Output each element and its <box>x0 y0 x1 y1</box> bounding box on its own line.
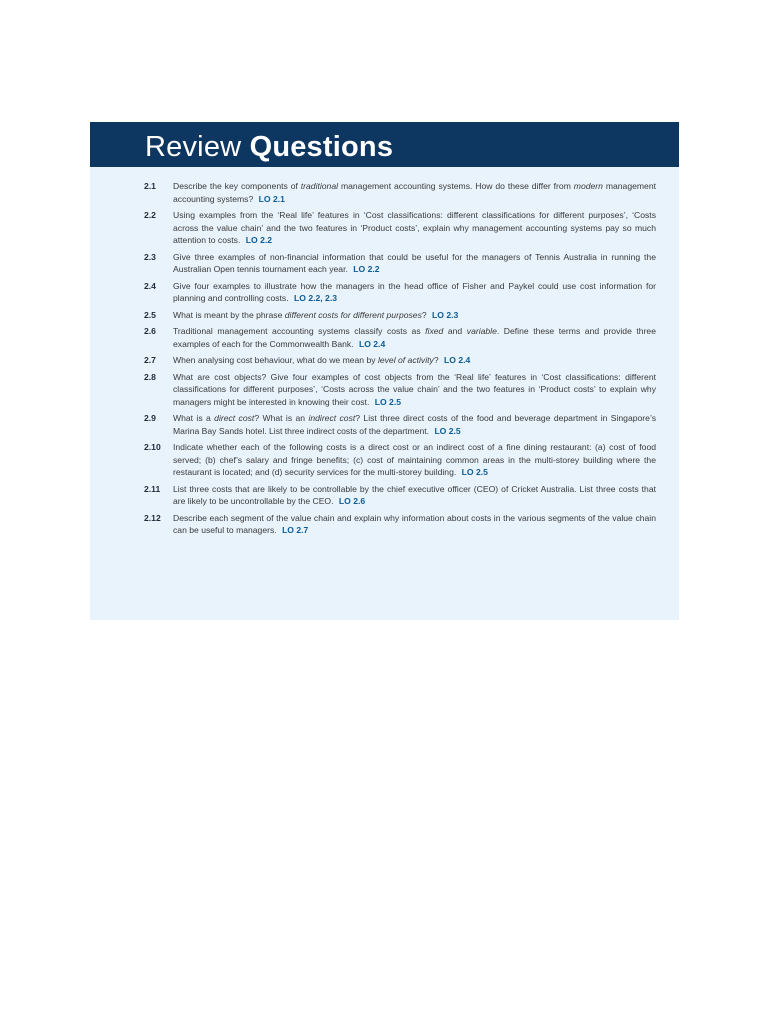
question-item <box>90 354 679 367</box>
question-text <box>173 209 656 247</box>
question-number: 2.9 <box>144 413 156 423</box>
review-questions-panel <box>90 122 679 620</box>
title-light: Review <box>145 131 242 163</box>
question-text-segment: ? <box>421 309 427 320</box>
question-text-segment: Using examples from the ‘Real life’ features in ‘Cost classifications: different classifications for different purposes’, ‘Costs across the value chain’ and the two features in ‘Product costs’, explain why management accounting systems pay so much attention to costs. <box>173 210 656 245</box>
learning-objective-ref: LO 2.2 <box>245 235 273 245</box>
question-item <box>90 483 679 508</box>
question-item <box>90 209 679 247</box>
learning-objective-ref: LO 2.5 <box>461 467 488 477</box>
question-item <box>90 180 679 205</box>
question-item <box>90 512 679 537</box>
page-title <box>145 129 393 165</box>
question-text <box>173 325 656 350</box>
title-bold: Questions <box>249 131 394 163</box>
question-text-segment: management accounting systems? <box>173 181 656 204</box>
review-header-bar <box>90 122 679 167</box>
question-emphasis: indirect cost <box>308 413 356 423</box>
question-text <box>173 354 656 367</box>
question-item <box>90 280 679 305</box>
question-text-segment: Give four examples to illustrate how the managers in the head office of Fisher and Paykel could use cost information for planning and controlling costs. <box>173 280 656 303</box>
question-emphasis: different costs for different purposes <box>284 309 422 320</box>
question-item <box>90 371 679 409</box>
question-text-segment: What is meant by the phrase <box>173 309 285 320</box>
question-text-segment: What are cost objects? Give four examples of cost objects from the ‘Real life’ features in ‘Cost classifications: different classifications for different purposes’, ‘Costs across the value chain’ and the two features in ‘Product costs’ to explain why managers might be interested in knowing their cost. <box>173 371 656 407</box>
question-text-segment: ? <box>433 355 439 365</box>
question-text-segment: Give three examples of non-financial information that could be useful for the managers of Tennis Australia in running the Australian Open tennis tournament each year. <box>173 251 656 274</box>
question-list <box>90 180 679 541</box>
question-text-segment: . Define these terms and provide three examples of each for the Commonwealth Bank. <box>173 326 656 349</box>
question-text-segment: management accounting systems. How do these differ from <box>338 181 574 191</box>
question-emphasis: level of activity <box>377 355 434 365</box>
learning-objective-ref: LO 2.6 <box>338 496 366 506</box>
question-number: 2.6 <box>144 326 156 336</box>
question-text-segment: Describe the key components of <box>173 181 301 191</box>
learning-objective-ref: LO 2.1 <box>258 193 285 204</box>
learning-objective-ref: LO 2.2, 2.3 <box>294 293 338 303</box>
question-text-segment: ? What is an <box>254 413 309 423</box>
question-text <box>173 412 656 437</box>
learning-objective-ref: LO 2.4 <box>444 355 471 365</box>
question-number: 2.7 <box>144 355 156 365</box>
question-number: 2.12 <box>144 512 161 523</box>
question-item <box>90 412 679 437</box>
question-number: 2.3 <box>144 251 156 262</box>
question-text <box>173 309 656 322</box>
question-emphasis: modern <box>573 181 603 191</box>
question-text-segment: What is a <box>173 413 215 423</box>
learning-objective-ref: LO 2.5 <box>434 425 461 436</box>
question-text-segment: ? List three direct costs of the food and beverage department in Singapore’s Marina Bay Sands hotel. List three indirect costs of the department. <box>173 413 656 436</box>
question-number: 2.8 <box>144 371 156 382</box>
question-text <box>173 371 656 409</box>
learning-objective-ref: LO 2.7 <box>282 525 309 535</box>
question-emphasis: traditional <box>300 181 339 191</box>
question-number: 2.5 <box>144 309 156 320</box>
question-item <box>90 309 679 322</box>
question-number: 2.10 <box>144 442 161 452</box>
question-text-segment: When analysing cost behaviour, what do we mean by <box>173 355 378 365</box>
question-text-segment: List three costs that are likely to be controllable by the chief executive officer (CEO) of Cricket Australia. List three costs that are likely to be uncontrollable by the CEO. <box>173 483 656 506</box>
question-emphasis: variable <box>466 326 497 336</box>
question-number: 2.2 <box>144 210 156 220</box>
question-number: 2.11 <box>144 483 161 494</box>
learning-objective-ref: LO 2.4 <box>358 338 386 349</box>
question-text <box>173 483 656 508</box>
question-item <box>90 325 679 350</box>
question-text <box>173 251 656 276</box>
question-number: 2.1 <box>144 181 156 191</box>
question-item <box>90 251 679 276</box>
question-number: 2.4 <box>144 280 156 291</box>
question-text-segment: Traditional management accounting systems classify costs as <box>173 326 426 336</box>
question-emphasis: fixed <box>425 326 444 336</box>
question-text <box>173 180 656 205</box>
learning-objective-ref: LO 2.5 <box>374 396 401 407</box>
learning-objective-ref: LO 2.3 <box>432 309 459 320</box>
question-text-segment: Indicate whether each of the following costs is a direct cost or an indirect cost of a fine dining restaurant: (a) cost of food served; (b) chef’s salary and fringe benefits; (c) cost of maintaining common areas in the multi-storey building where the restaurant is located; and (d) security services for the multi-storey building. <box>173 442 656 477</box>
question-text-segment: Describe each segment of the value chain and explain why information about costs in the various segments of the value chain can be useful to managers. <box>173 512 656 535</box>
question-text-segment: and <box>443 326 467 336</box>
question-item <box>90 441 679 479</box>
question-emphasis: direct cost <box>214 413 255 423</box>
question-text <box>173 512 656 537</box>
question-text <box>173 441 656 479</box>
learning-objective-ref: LO 2.2 <box>353 264 380 274</box>
question-text <box>173 280 656 305</box>
